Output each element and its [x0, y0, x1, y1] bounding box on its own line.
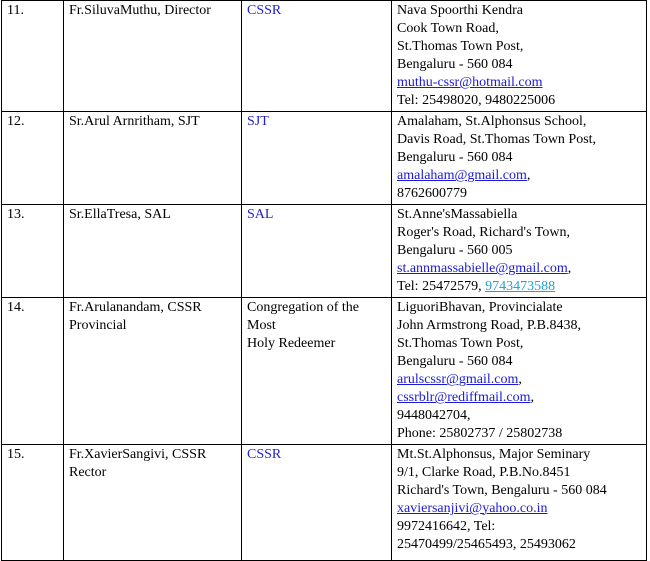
address-line: Mt.St.Alphonsus, Major Seminary	[397, 447, 591, 462]
address-line: LiguoriBhavan, Provincialate	[397, 300, 563, 315]
entry-number: 13.	[2, 205, 64, 298]
entry-number: 15.	[2, 445, 64, 561]
entry-number: 14.	[2, 298, 64, 445]
address-line: Davis Road, St.Thomas Town Post,	[397, 132, 597, 147]
address-line: Amalaham, St.Alphonsus School,	[397, 114, 587, 129]
address-line: Cook Town Road,	[397, 21, 499, 36]
address-line: John Armstrong Road, P.B.8438,	[397, 318, 581, 333]
phone-line: Tel: 25498020, 9480225006	[397, 93, 556, 108]
person-name: Sr.EllaTresa, SAL	[69, 207, 171, 222]
entry-number: 11.	[2, 1, 64, 112]
person-name: Fr.SiluvaMuthu, Director	[69, 3, 211, 18]
email-link[interactable]: xaviersanjivi@yahoo.co.in	[397, 501, 548, 516]
email-separator: ,	[567, 261, 572, 276]
email-link[interactable]: cssrblr@rediffmail.com	[397, 390, 531, 405]
phone-line: 9972416642, Tel:	[397, 519, 496, 534]
email-separator: ,	[518, 372, 522, 387]
table-row	[2, 205, 647, 298]
person-name-cell	[64, 112, 242, 205]
table-row	[2, 1, 647, 112]
person-name-cell	[64, 298, 242, 445]
address-cell	[392, 1, 647, 112]
entry-number: 12.	[2, 112, 64, 205]
phone-line: 9448042704,	[397, 408, 471, 423]
address-cell	[392, 445, 647, 561]
address-cell	[392, 298, 647, 445]
organization-cell	[242, 445, 392, 561]
organization-name-line: Holy Redeemer	[247, 336, 336, 351]
address-line: Bengaluru - 560 084	[397, 57, 513, 72]
address-line: Bengaluru - 560 084	[397, 150, 513, 165]
person-name-cell	[64, 205, 242, 298]
organization-link[interactable]: SAL	[247, 207, 274, 222]
organization-name-line: Most	[247, 318, 276, 333]
organization-name-line: Congregation of the	[247, 300, 359, 315]
address-cell	[392, 112, 647, 205]
phone-line: Phone: 25802737 / 25802738	[397, 426, 563, 441]
directory-table	[1, 0, 647, 561]
person-name: Fr.XavierSangivi, CSSR	[69, 447, 207, 462]
address-line: St.Thomas Town Post,	[397, 39, 524, 54]
address-line: Roger's Road, Richard's Town,	[397, 225, 570, 240]
phone-prefix: Tel: 25472579,	[397, 279, 486, 294]
person-title: Rector	[69, 465, 107, 480]
email-separator: ,	[530, 390, 535, 405]
table-row	[2, 445, 647, 561]
phone-line: 8762600779	[397, 186, 467, 201]
organization-link[interactable]: SJT	[247, 114, 269, 129]
address-cell	[392, 205, 647, 298]
organization-link[interactable]: CSSR	[247, 3, 282, 18]
email-link[interactable]: muthu-cssr@hotmail.com	[397, 75, 543, 90]
person-name-cell	[64, 1, 242, 112]
address-line: Nava Spoorthi Kendra	[397, 3, 523, 18]
email-link[interactable]: amalaham@gmail.com	[397, 168, 527, 183]
organization-cell	[242, 112, 392, 205]
organization-cell	[242, 298, 392, 445]
address-line: St.Anne'sMassabiella	[397, 207, 518, 222]
table-row	[2, 112, 647, 205]
table-row	[2, 298, 647, 445]
email-link[interactable]: st.annmassabielle@gmail.com	[397, 261, 568, 276]
address-line: Bengaluru - 560 005	[397, 243, 513, 258]
person-title: Provincial	[69, 318, 127, 333]
person-name: Sr.Arul Arnritham, SJT	[69, 114, 200, 129]
address-line: Richard's Town, Bengaluru - 560 084	[397, 483, 607, 498]
address-line: St.Thomas Town Post,	[397, 336, 524, 351]
organization-cell	[242, 1, 392, 112]
person-name-cell	[64, 445, 242, 561]
phone-line: 25470499/25465493, 25493062	[397, 537, 576, 552]
email-link[interactable]: arulscssr@gmail.com	[397, 372, 519, 387]
organization-link[interactable]: CSSR	[247, 447, 282, 462]
address-line: Bengaluru - 560 084	[397, 354, 513, 369]
phone-link[interactable]: 9743473588	[485, 279, 556, 294]
email-separator: ,	[526, 168, 531, 183]
person-name: Fr.Arulanandam, CSSR	[69, 300, 202, 315]
organization-cell	[242, 205, 392, 298]
address-line: 9/1, Clarke Road, P.B.No.8451	[397, 465, 571, 480]
